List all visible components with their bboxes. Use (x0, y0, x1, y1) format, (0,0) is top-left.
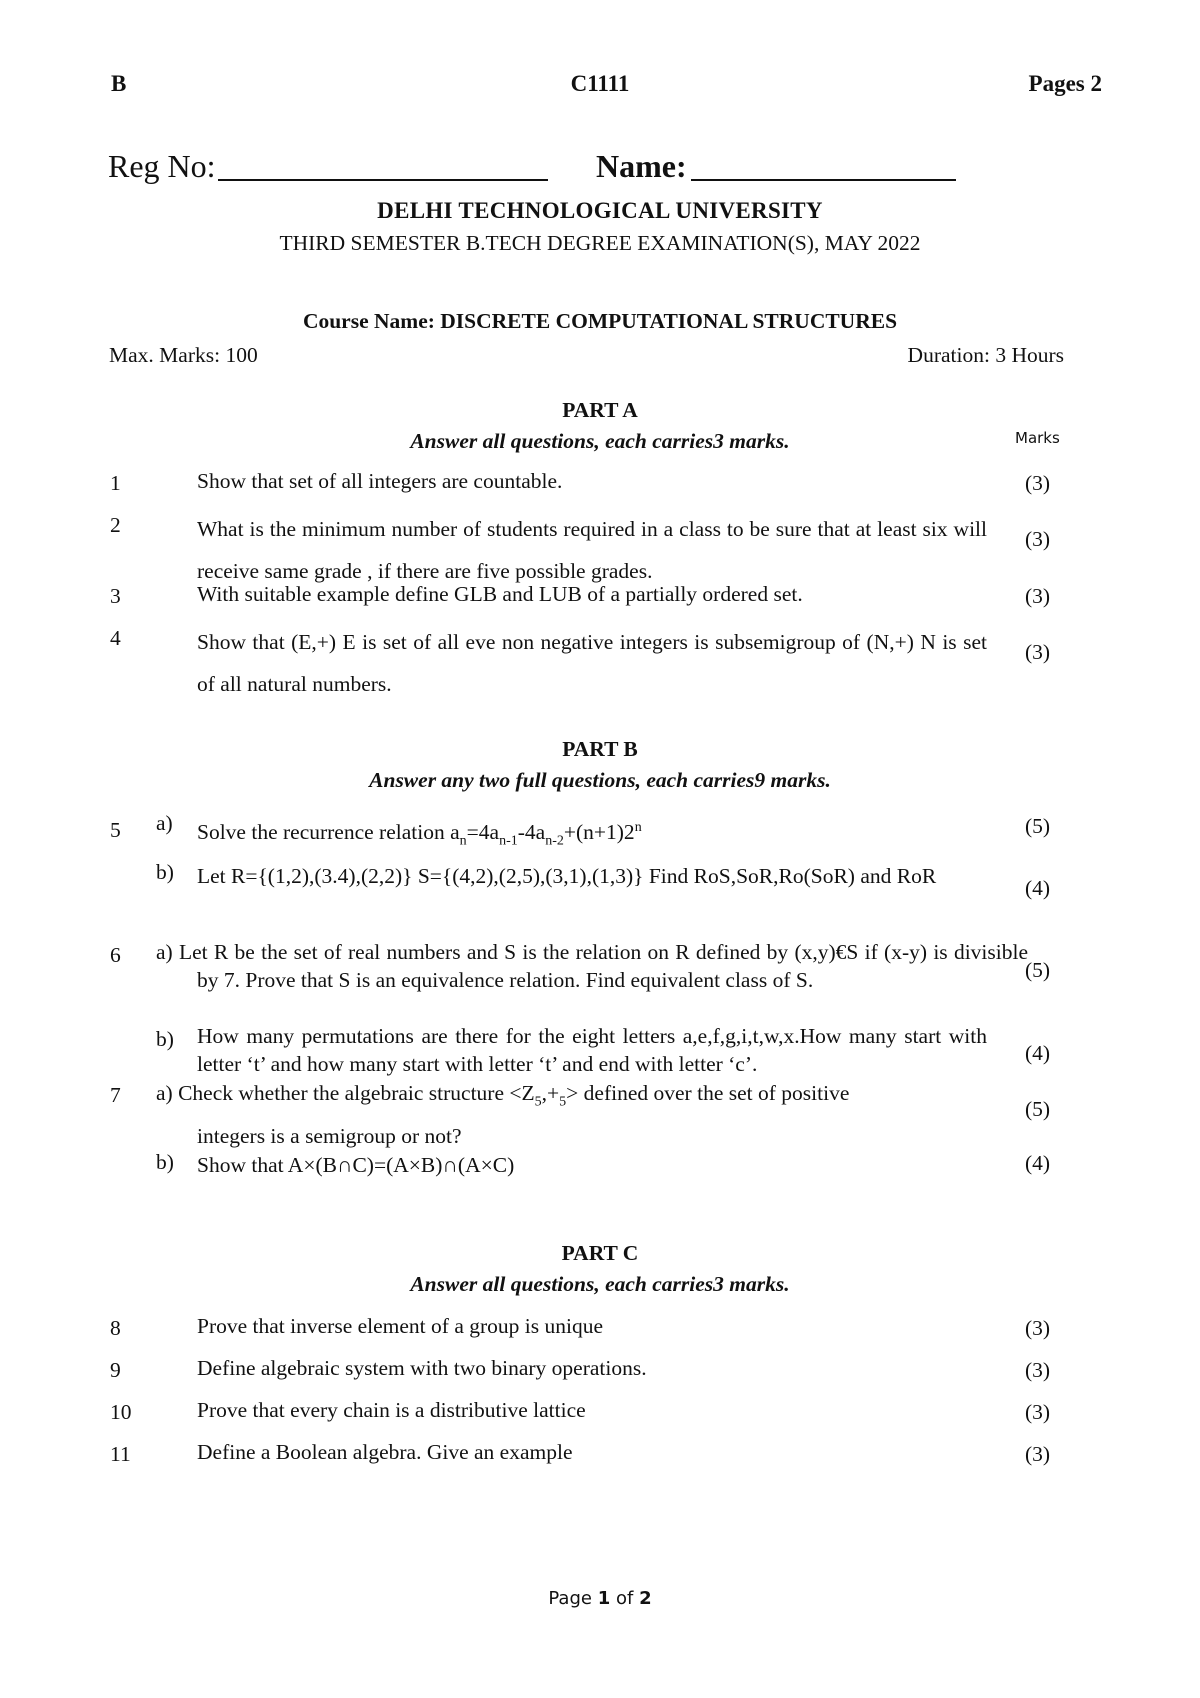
university-name: DELHI TECHNOLOGICAL UNIVERSITY (377, 198, 823, 223)
header-code: C1111 (570, 71, 630, 96)
part-b-instruction: Answer any two full questions, each carries9 marks. (369, 768, 831, 792)
course-name: Course Name: DISCRETE COMPUTATIONAL STRUCTURES (302, 309, 898, 333)
reg-no-label: Reg No: (108, 148, 216, 184)
page-footer (0, 1588, 1200, 1609)
name-label: Name: (596, 148, 687, 184)
footer-of-word: of (615, 1588, 634, 1609)
footer-page-current: 1 (597, 1588, 611, 1609)
max-marks: Max. Marks: 100 (109, 343, 258, 367)
header-series: B (111, 71, 127, 96)
exam-title: THIRD SEMESTER B.TECH DEGREE EXAMINATION(S), MAY 2022 (279, 231, 921, 255)
footer-page-total: 2 (639, 1588, 652, 1609)
part-c-title: PART C (561, 1241, 639, 1265)
part-c-instruction: Answer all questions, each carries3 marks. (410, 1272, 790, 1296)
part-b-title: PART B (562, 737, 638, 761)
marks-heading: Marks (1015, 429, 1060, 447)
duration: Duration: 3 Hours (907, 343, 1064, 367)
name-line (691, 179, 956, 181)
part-a-title: PART A (562, 398, 638, 422)
footer-page-word: Page (548, 1588, 592, 1609)
header-pages: Pages 2 (1028, 71, 1102, 96)
reg-no-line (218, 179, 548, 181)
part-a-instruction: Answer all questions, each carries3 marks. (410, 429, 790, 453)
